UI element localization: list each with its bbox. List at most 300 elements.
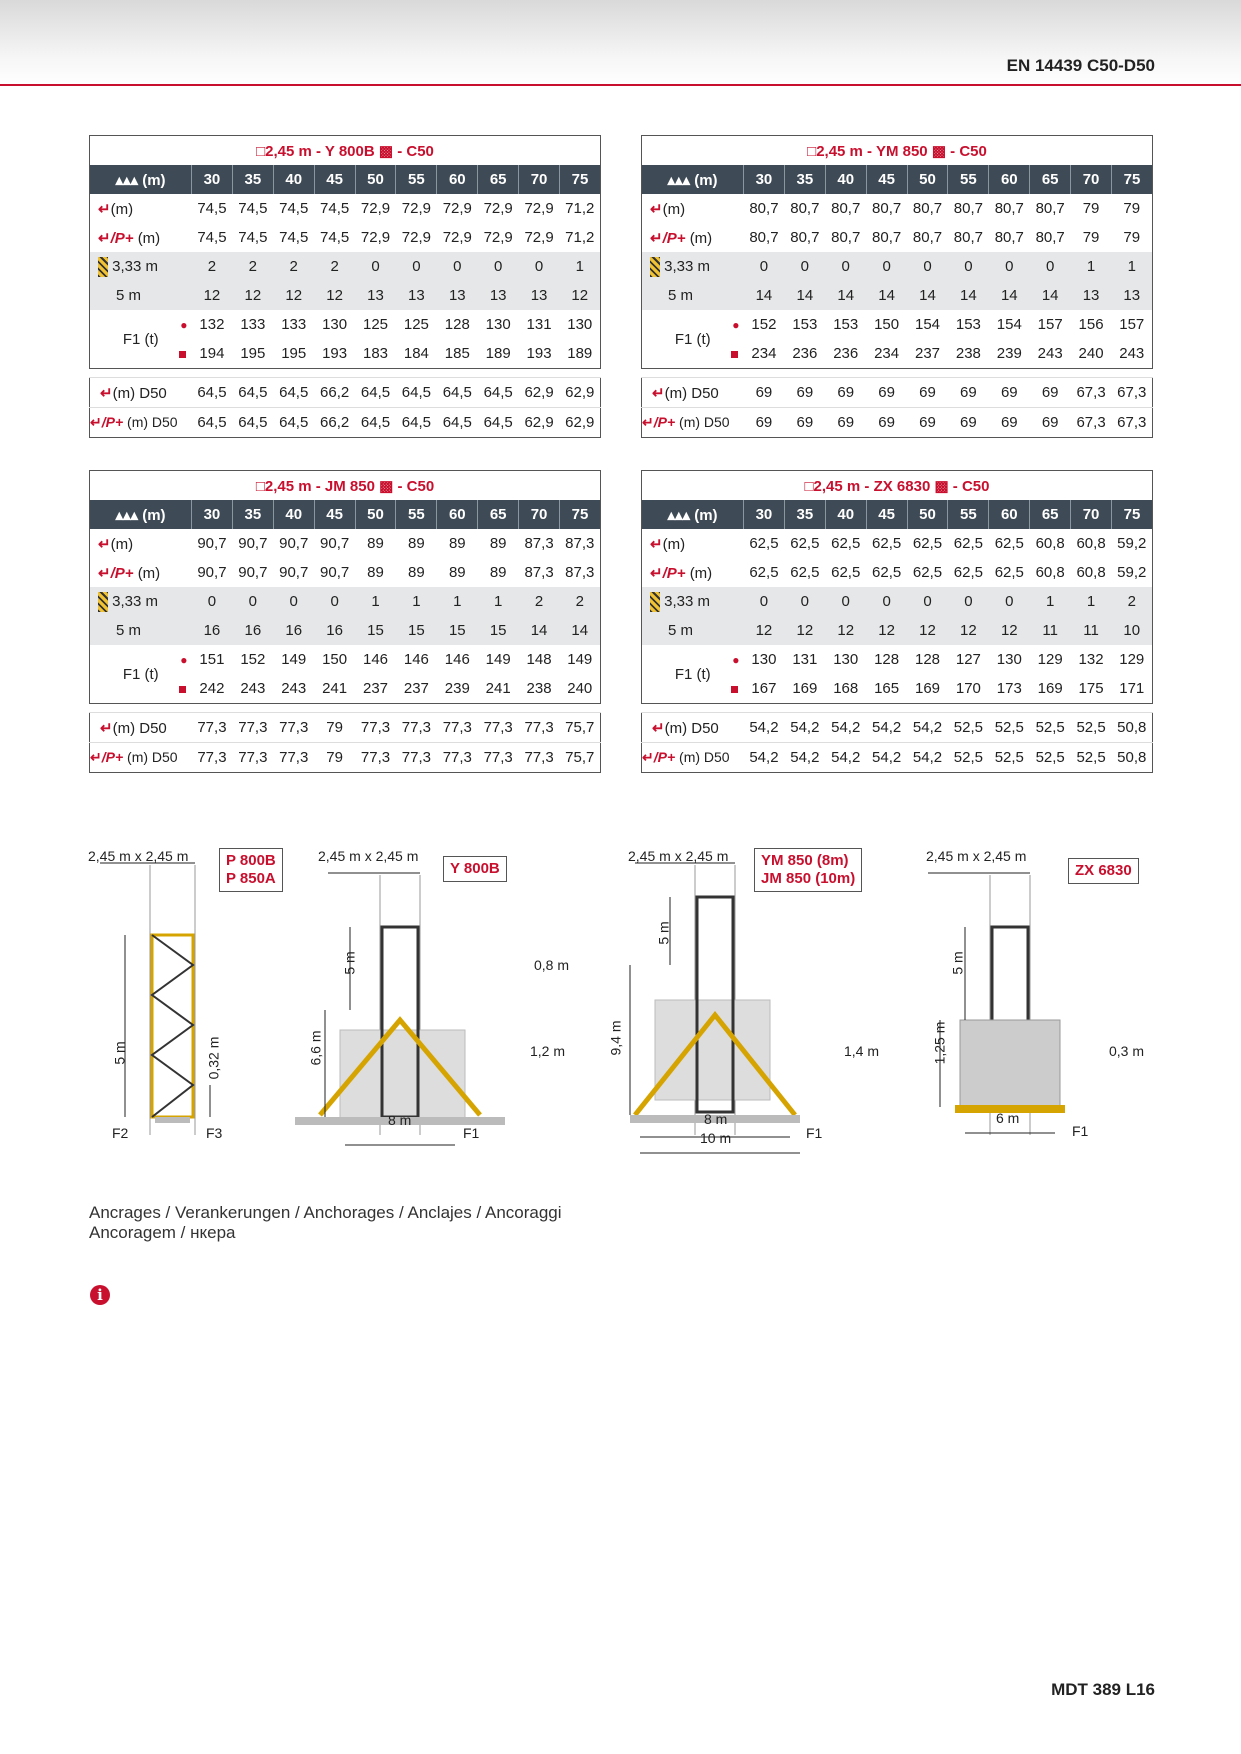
d2-width-dim: 8 m [388, 1112, 412, 1128]
d2-model-box [443, 856, 507, 882]
cell: 189 [485, 345, 511, 362]
cell: 0 [866, 252, 907, 281]
cell: 67,3 [1071, 408, 1112, 438]
cell: 89 [408, 564, 425, 581]
cell: 90,7 [197, 535, 227, 552]
cell: 80,7 [749, 229, 779, 246]
cell: 2 [560, 587, 601, 616]
cell: 59,2 [1117, 564, 1147, 581]
row-label [642, 281, 744, 310]
cell: 75,7 [560, 713, 601, 743]
hook-icon: ↵ [100, 384, 113, 402]
cell: 153 [792, 316, 818, 333]
cell: 2 [314, 252, 355, 281]
table-title [90, 136, 601, 166]
cell: 72,9 [483, 200, 513, 217]
cell: 130 [833, 651, 859, 668]
cell: 77,3 [355, 743, 396, 773]
cell: 87,3 [524, 564, 554, 581]
cell: 64,5 [192, 378, 233, 408]
cell: 62,5 [953, 564, 983, 581]
d2-spacing2-dim: 1,2 m [530, 1043, 566, 1059]
cell: 74,5 [197, 229, 227, 246]
cell: 242 [199, 680, 225, 697]
cell: 54,2 [784, 713, 825, 743]
cell: 89 [489, 535, 507, 552]
main-table [89, 135, 601, 369]
cell: 77,3 [273, 743, 314, 773]
col-head: 55 [948, 500, 989, 529]
row-label [90, 558, 192, 587]
row-height [90, 194, 601, 223]
cell: 154 [996, 316, 1022, 333]
cell: 90,7 [279, 564, 309, 581]
hook-icon: ↵ [90, 414, 102, 430]
d4-f1-label: F1 [1072, 1123, 1089, 1139]
cell: 54,2 [784, 743, 825, 773]
d1-f2-label: F2 [112, 1125, 129, 1141]
col-head: 60 [989, 165, 1030, 194]
dot-icon: ● [180, 653, 188, 667]
col-head: 40 [825, 165, 866, 194]
cell: 0 [866, 587, 907, 616]
cell: 234 [751, 345, 777, 362]
cell: 0 [907, 252, 948, 281]
cell: 80,7 [831, 200, 861, 217]
col-head: 35 [232, 165, 273, 194]
cell: 90,7 [238, 535, 268, 552]
cell: 60,8 [1035, 535, 1065, 552]
chassis-icon: ▩ [927, 142, 946, 160]
cell: 238 [526, 680, 552, 697]
cell: 0 [948, 252, 989, 281]
label-height: (m) [662, 535, 686, 553]
cell: 16 [192, 616, 233, 645]
chassis-icon: ▩ [930, 477, 949, 495]
cell: 131 [526, 316, 552, 333]
section-icon: □ [256, 142, 266, 160]
cell: 13 [1112, 281, 1153, 310]
col-head: 45 [314, 165, 355, 194]
title-suffix: - C50 [948, 477, 990, 495]
cell: 132 [199, 316, 225, 333]
main-table [641, 135, 1153, 369]
d4-top-dim: 5 m [949, 951, 966, 975]
cell: 77,3 [437, 713, 478, 743]
cell: 69 [989, 378, 1030, 408]
label-height-p: (m) [137, 229, 161, 247]
header-rule [0, 84, 1241, 86]
cell: 149 [281, 651, 307, 668]
label-f1: F1 (t) [674, 665, 711, 683]
cell: 64,5 [478, 408, 519, 438]
chassis-icon: ▩ [374, 477, 394, 495]
hook-icon: ↵ [652, 384, 665, 402]
cell: 77,3 [478, 743, 519, 773]
col-head: 35 [784, 165, 825, 194]
col-head: 65 [478, 500, 519, 529]
d3-model-1: YM 850 (8m) [761, 852, 849, 869]
cell: 1 [560, 252, 601, 281]
col-head: 55 [396, 165, 437, 194]
jib-icon: ▴▴▴ [115, 171, 143, 189]
cell: 0 [784, 587, 825, 616]
cell: 80,7 [790, 200, 820, 217]
row-label [90, 223, 192, 252]
cell: 14 [519, 616, 560, 645]
row-label [642, 529, 744, 558]
cell: 150 [322, 651, 348, 668]
cell: 241 [322, 680, 348, 697]
col-head-jib [642, 500, 744, 529]
cell: 130 [996, 651, 1022, 668]
cell: 0 [1030, 252, 1071, 281]
label-p: /P+ [662, 564, 686, 582]
cell: 69 [784, 378, 825, 408]
cell: 243 [281, 680, 307, 697]
cell: 12 [825, 616, 866, 645]
cell: 234 [874, 345, 900, 362]
label-p: /P+ [653, 749, 676, 765]
cell: 151 [199, 651, 225, 668]
cell: 69 [907, 378, 948, 408]
cell: 79 [314, 743, 355, 773]
cell: 1 [1071, 587, 1112, 616]
label-d50-p: (m) D50 [127, 414, 178, 430]
cell: 152 [751, 316, 777, 333]
cell: 154 [914, 316, 941, 333]
cell: 54,2 [744, 713, 785, 743]
spec-table-y800b [89, 135, 601, 438]
cell: 12 [866, 616, 907, 645]
cell: 12 [192, 281, 233, 310]
cell: 77,3 [437, 743, 478, 773]
label-5m: 5 m [116, 622, 142, 639]
jib-icon: ▴▴▴ [667, 506, 695, 524]
col-head: 60 [989, 500, 1030, 529]
d4-height-dim: 1,25 m [931, 1021, 948, 1065]
cell: 129 [1119, 651, 1145, 668]
cell: 67,3 [1112, 408, 1153, 438]
table-title [642, 471, 1153, 501]
label-height: (m) [110, 535, 134, 553]
d3-section-dim: 2,45 m x 2,45 m [628, 848, 729, 864]
label-d50-p: (m) D50 [127, 749, 178, 765]
hook-icon: ↵ [98, 564, 111, 582]
cell: 69 [744, 378, 785, 408]
drawing-ym850 [630, 863, 800, 1153]
cell: 183 [362, 345, 389, 362]
cell: 69 [784, 408, 825, 438]
cell: 59,2 [1117, 535, 1147, 552]
cell: 133 [281, 316, 307, 333]
row-label [642, 408, 744, 438]
cell: 62,5 [953, 535, 983, 552]
cell: 13 [396, 281, 437, 310]
dot-icon: ● [180, 318, 188, 332]
d50-table [89, 712, 601, 773]
cell: 77,3 [478, 713, 519, 743]
cell: 60,8 [1035, 564, 1065, 581]
label-d50: (m) D50 [664, 384, 719, 402]
cell: 125 [403, 316, 429, 333]
cell: 0 [396, 252, 437, 281]
spec-table-zx6830 [641, 470, 1153, 773]
d1-model-1: P 800B [226, 852, 276, 869]
drawing-p800b [100, 863, 210, 1135]
col-head: 55 [948, 165, 989, 194]
col-head: 75 [1112, 500, 1153, 529]
cell: 240 [1078, 345, 1104, 362]
cell: 15 [396, 616, 437, 645]
cell: 0 [825, 252, 866, 281]
cell: 13 [478, 281, 519, 310]
cell: 193 [526, 345, 552, 362]
cell: 90,7 [279, 535, 309, 552]
title-suffix: - C50 [946, 142, 987, 160]
row-label [642, 252, 744, 281]
label-333: 3,33 m [112, 592, 159, 610]
title-prefix: 2,45 m - [813, 477, 874, 495]
cell: 12 [907, 616, 948, 645]
d2-top-dim: 5 m [341, 951, 358, 975]
row-height-p [90, 558, 601, 587]
col-head: 65 [1030, 165, 1071, 194]
label-f1: F1 (t) [122, 665, 159, 683]
cell: 62,5 [749, 535, 779, 552]
hook-icon: ↵ [650, 200, 663, 218]
d4-width-dim: 6 m [996, 1110, 1020, 1126]
square-icon [731, 351, 738, 358]
cell: 74,5 [197, 200, 227, 217]
cell: 2 [192, 252, 233, 281]
cell: 236 [833, 345, 859, 362]
cell: 153 [833, 316, 859, 333]
d50-table [641, 377, 1153, 438]
cell: 195 [240, 345, 266, 362]
cell: 130 [751, 651, 777, 668]
label-p: /P+ [110, 229, 134, 247]
square-icon [731, 686, 738, 693]
cell: 14 [560, 616, 601, 645]
cell: 13 [1071, 281, 1112, 310]
cell: 54,2 [825, 743, 866, 773]
col-head: 60 [437, 500, 478, 529]
anchorages-line-1: Ancrages / Verankerungen / Anchorages / Anclajes / Ancoraggi [89, 1203, 562, 1222]
cell: 1 [478, 587, 519, 616]
col-head: 70 [1071, 500, 1112, 529]
cell: 72,9 [360, 229, 391, 246]
cell: 62,5 [831, 535, 861, 552]
cell: 52,5 [1071, 743, 1112, 773]
col-head: 55 [396, 500, 437, 529]
label-5m: 5 m [116, 287, 142, 304]
hook-icon: ↵ [650, 564, 663, 582]
cell: 13 [355, 281, 396, 310]
label-height: (m) [110, 200, 134, 218]
row-height [642, 529, 1153, 558]
cell: 62,5 [912, 535, 943, 552]
cell: 54,2 [907, 713, 948, 743]
cell: 72,9 [401, 200, 431, 217]
cell: 15 [437, 616, 478, 645]
d2-f1-label: F1 [463, 1125, 480, 1141]
cell: 74,5 [320, 200, 350, 217]
main-table [641, 470, 1153, 704]
row-d50 [90, 378, 601, 408]
cell: 169 [914, 680, 941, 697]
cell: 72,9 [360, 200, 391, 217]
mast-icon [98, 592, 108, 612]
cell: 66,2 [314, 378, 355, 408]
cell: 62,5 [912, 564, 943, 581]
cell: 77,3 [396, 713, 437, 743]
cell: 74,5 [238, 229, 268, 246]
cell: 173 [996, 680, 1022, 697]
cell: 194 [199, 345, 225, 362]
cell: 75,7 [560, 743, 601, 773]
main-table [89, 470, 601, 704]
row-label [90, 587, 192, 616]
hook-icon: ↵ [90, 749, 102, 765]
cell: 0 [744, 587, 785, 616]
cell: 146 [403, 651, 429, 668]
cell: 14 [948, 281, 989, 310]
cell: 80,7 [953, 229, 983, 246]
cell: 0 [192, 587, 233, 616]
cell: 171 [1119, 680, 1145, 697]
mast-icon [650, 257, 660, 277]
cell: 64,5 [396, 378, 437, 408]
row-label-f1 [642, 645, 744, 704]
row-label [642, 616, 744, 645]
cell: 15 [478, 616, 519, 645]
cell: 146 [362, 651, 389, 668]
d1-f3-label: F3 [206, 1125, 223, 1141]
cell: 60,8 [1076, 535, 1106, 552]
cell: 0 [989, 252, 1030, 281]
cell: 72,9 [442, 229, 472, 246]
cell: 169 [1037, 680, 1063, 697]
cell: 1 [1112, 252, 1153, 281]
d1-section-dim: 2,45 m x 2,45 m [88, 848, 189, 864]
cell: 64,5 [396, 408, 437, 438]
d1-model-2: P 850A [226, 870, 276, 887]
cell: 71,2 [565, 200, 595, 217]
hook-icon: ↵ [650, 535, 663, 553]
col-head: 45 [866, 165, 907, 194]
label-height-p: (m) [137, 564, 161, 582]
cell: 16 [232, 616, 273, 645]
title-model: ZX 6830 [873, 477, 931, 495]
cell: 243 [1037, 345, 1063, 362]
d50-table [641, 712, 1153, 773]
row-f1-dot [642, 645, 1153, 674]
row-label [90, 408, 192, 438]
cell: 167 [751, 680, 777, 697]
cell: 71,2 [565, 229, 595, 246]
col-head-jib [642, 165, 744, 194]
row-label [90, 378, 192, 408]
cell: 87,3 [524, 535, 554, 552]
cell: 64,5 [273, 408, 314, 438]
dot-icon: ● [732, 318, 740, 332]
row-height-p [642, 223, 1153, 252]
hook-icon: ↵ [642, 414, 654, 430]
cell: 72,9 [401, 229, 431, 246]
cell: 12 [232, 281, 273, 310]
cell: 69 [825, 378, 866, 408]
cell: 64,5 [273, 378, 314, 408]
cell: 13 [437, 281, 478, 310]
cell: 2 [1112, 587, 1153, 616]
cell: 90,7 [320, 535, 350, 552]
cell: 12 [560, 281, 601, 310]
cell: 77,3 [396, 743, 437, 773]
cell: 80,7 [953, 200, 983, 217]
row-label [642, 378, 744, 408]
title-suffix: - C50 [393, 477, 435, 495]
cell: 89 [448, 564, 466, 581]
label-d50: (m) D50 [664, 719, 719, 737]
cell: 12 [948, 616, 989, 645]
cell: 14 [989, 281, 1030, 310]
cell: 243 [1119, 345, 1145, 362]
row-label [642, 713, 744, 743]
cell: 69 [989, 408, 1030, 438]
d2-model-1: Y 800B [450, 860, 500, 877]
row-label [642, 194, 744, 223]
cell: 72,9 [483, 229, 513, 246]
chassis-icon: ▩ [374, 142, 394, 160]
cell: 80,7 [872, 200, 902, 217]
d3-model-2: JM 850 (10m) [761, 870, 856, 887]
cell: 165 [874, 680, 900, 697]
cell: 0 [744, 252, 785, 281]
cell: 195 [281, 345, 307, 362]
col-head: 45 [866, 500, 907, 529]
cell: 12 [314, 281, 355, 310]
cell: 52,5 [1071, 713, 1112, 743]
col-head: 75 [560, 165, 601, 194]
cell: 0 [784, 252, 825, 281]
label-p: /P+ [101, 414, 124, 430]
cell: 189 [567, 345, 593, 362]
cell: 77,3 [355, 713, 396, 743]
col-head: 50 [907, 500, 948, 529]
anchorages-line-2: Ancoragem / нкера [89, 1223, 236, 1242]
spec-table-ym850 [641, 135, 1153, 438]
cell: 69 [866, 408, 907, 438]
cell: 67,3 [1071, 378, 1112, 408]
label-f1: F1 (t) [122, 330, 159, 348]
row-d50-p [90, 743, 601, 773]
col-head: 60 [437, 165, 478, 194]
cell: 2 [273, 252, 314, 281]
cell: 80,7 [994, 200, 1024, 217]
cell: 77,3 [273, 713, 314, 743]
cell: 170 [955, 680, 981, 697]
label-333: 3,33 m [664, 592, 711, 610]
label-f1: F1 (t) [674, 330, 711, 348]
cell: 150 [874, 316, 900, 333]
cell: 1 [1071, 252, 1112, 281]
col-head-unit: (m) [694, 171, 718, 189]
row-label [90, 743, 192, 773]
cell: 80,7 [912, 229, 943, 246]
d50-table [89, 377, 601, 438]
row-d50-p [642, 408, 1153, 438]
